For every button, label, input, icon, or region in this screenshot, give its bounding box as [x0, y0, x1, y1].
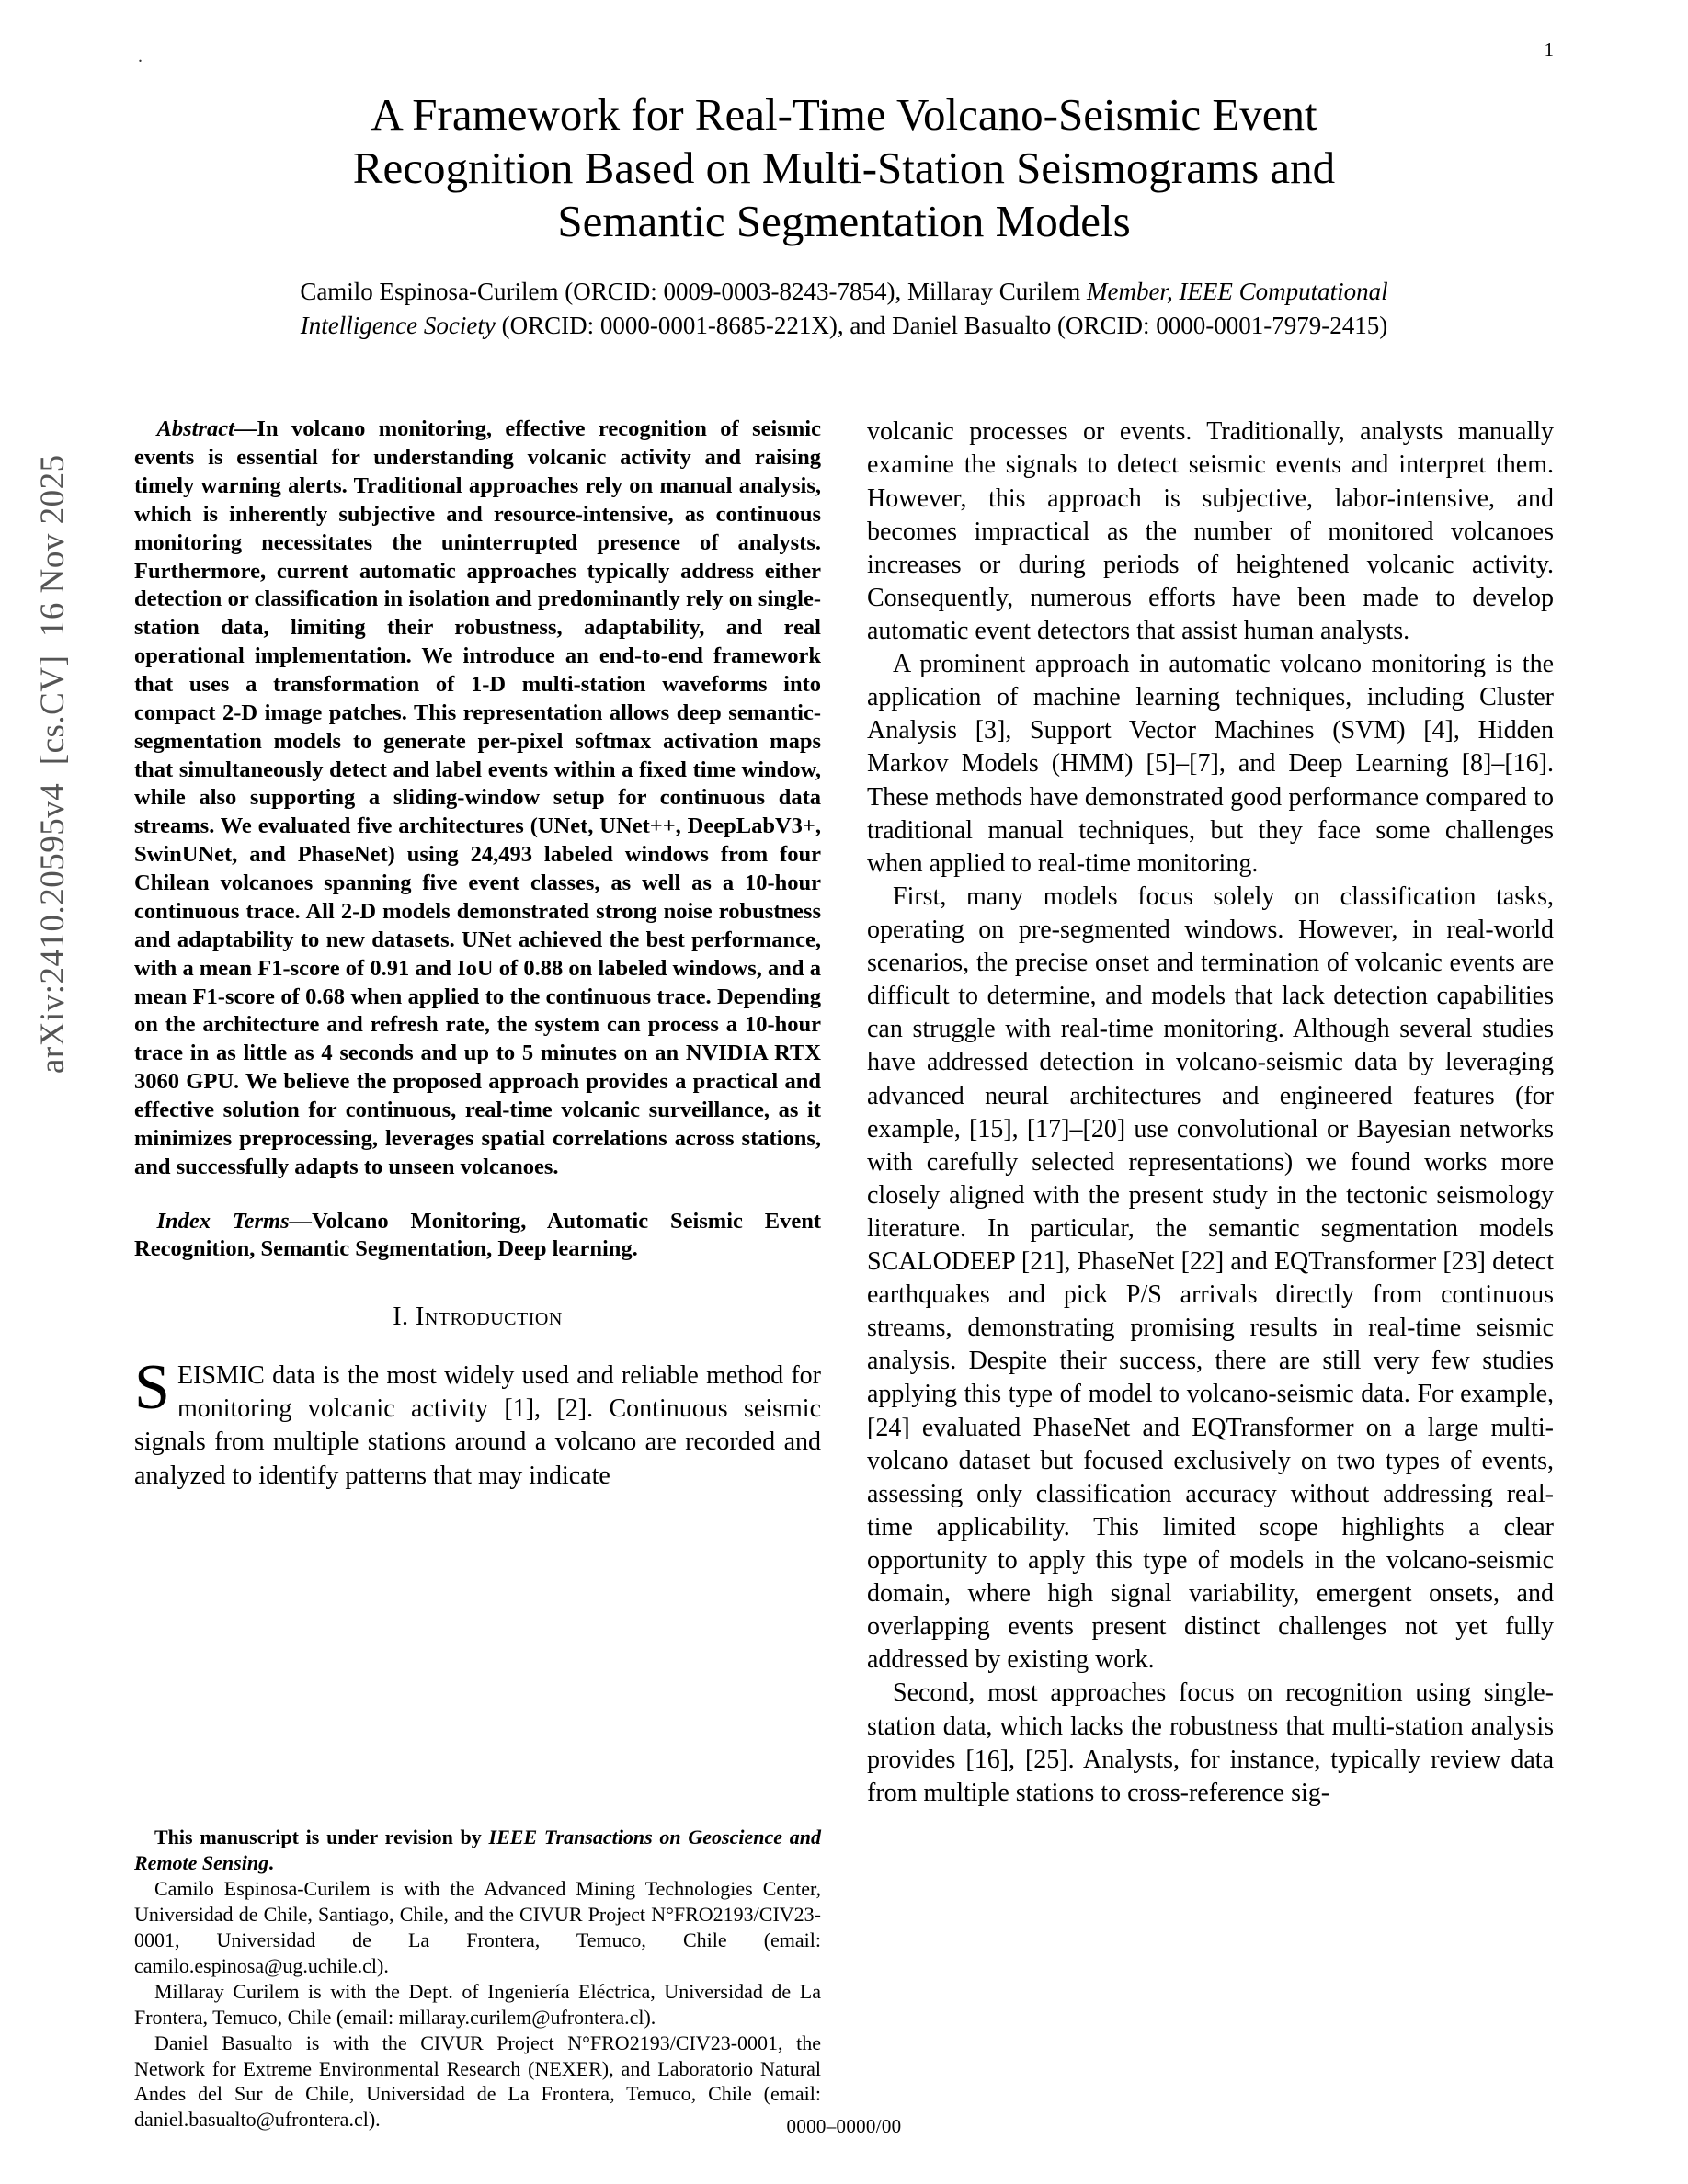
abstract-paragraph — [134, 415, 821, 1181]
footer-publication-id: 0000–0000/00 — [786, 2115, 902, 2137]
paper-header — [0, 0, 1688, 342]
author-names: Camilo Espinosa-Curilem (ORCID: 0009-0003-8243-7854), Millaray Curilem — [300, 278, 1087, 306]
left-column — [134, 415, 821, 2136]
footnote-revision-post: . — [268, 1851, 274, 1874]
author-names-continued: (ORCID: 0000-0001-8685-221X), and Daniel Basualto (ORCID: 0000-0001-7979-2415) — [495, 311, 1388, 339]
page-number: 1 — [1544, 39, 1554, 61]
intro-paragraph-text: data is the most widely used and reliable method for monitoring volcanic activity [1], [2]. Continuous seismic signals from multiple stations around a volcano are recorded and analyzed to identify patterns that may indicate — [134, 1361, 821, 1490]
abstract-label: Abstract— — [156, 416, 257, 442]
column2-paragraph-3: First, many models focus solely on classification tasks, operating on pre-segmented windows. However, in real-world scenarios, the precise onset and termination of volcanic events are difficult to determine, and models that lack detection capabilities can struggle with real-time monitoring. Although several studies have addressed detection in volcano-seismic data by leveraging advanced neural architectures and engineered features (for example, [15], [17]–[20] use convolutional or Bayesian networks with carefully selected representations) we found works more closely aligned with the present study in the tectonic seismology literature. In particular, the semantic segmentation models SCALODEEP [21], PhaseNet [22] and EQTransformer [23] detect earthquakes and pick P/S arrivals directly from continuous streams, demonstrating promising results in real-time seismic analysis. Despite their success, there are still very few studies applying this type of model to volcano-seismic data. For example, [24] evaluated PhaseNet and EQTransformer on a large multi-volcano dataset but focused exclusively on two types of events, assessing only classification accuracy without addressing real-time applicability. This limited scope highlights a clear opportunity to apply this type of models in the volcano-seismic domain, where high signal variability, emergent onsets, and overlapping events present distinct challenges not yet fully addressed by existing work. — [867, 882, 1554, 1675]
intro-first-word: EISMIC — [177, 1361, 265, 1391]
column2-paragraph-1: volcanic processes or events. Traditionally, analysts manually examine the signals to detect seismic events and interpret them. However, this approach is subjective, labor-intensive, and becomes impractical as the number of monitored volcanoes increases or during periods of heightened volcanic activity. Consequently, numerous efforts have been made to develop automatic event detectors that assist human analysts. — [867, 417, 1554, 645]
two-column-body — [0, 415, 1688, 2136]
section-heading-introduction — [134, 1302, 821, 1332]
index-terms-text: Volcano Monitoring, Automatic Seismic Event Recognition, Semantic Segmentation, Deep learning. — [134, 1208, 821, 1262]
column2-paragraph-4: Second, most approaches focus on recognition using single-station data, which lacks the robustness that multi-station analysis provides [16], [25]. Analysts, for instance, typically review data from multiple stations to cross-reference sig- — [867, 1678, 1554, 1807]
footnote-author-2: Millaray Curilem is with the Dept. of Ingeniería Eléctrica, Universidad de La Frontera, Temuco, Chile (email: millaray.curilem@ufrontera.cl). — [134, 1979, 821, 2029]
footnotes-block — [134, 1825, 821, 2136]
stray-mark: . — [138, 46, 143, 66]
footnote-revision-pre: This manuscript is under revision by — [154, 1826, 489, 1849]
author-membership: Member, IEEE Computational Intelligence Society — [300, 278, 1388, 339]
footnote-revision-notice — [134, 1825, 821, 1876]
journal-name: IEEE Transactions on Geoscience and Remote Sensing — [134, 1826, 821, 1874]
right-column — [867, 415, 1554, 2136]
section-number: I. — [393, 1302, 416, 1332]
abstract-text: In volcano monitoring, effective recognition of seismic events is essential for understanding volcanic activity and raising timely warning alerts. Traditional approaches rely on manual analysis, which is inherently subjective and resource-intensive, as continuous monitoring necessitates the uninterrupted presence of analysts. Furthermore, current automatic approaches typically address either detection or classification in isolation and predominantly rely on single-station data, limiting their robustness, adaptability, and real operational implementation. We introduce an end-to-end framework that uses a transformation of 1-D multi-station waveforms into compact 2-D image patches. This representation allows deep semantic-segmentation models to generate per-pixel softmax activation maps that simultaneously detect and label events within a fixed time window, while also supporting a sliding-window setup for continuous data streams. We evaluated five architectures (UNet, UNet++, DeepLabV3+, SwinUNet, and PhaseNet) using 24,493 labeled windows from four Chilean volcanoes spanning five event classes, as well as a 10-hour continuous trace. All 2-D models demonstrated strong noise robustness and adaptability to new datasets. UNet achieved the best performance, with a mean F1-score of 0.91 and IoU of 0.88 on labeled windows, and a mean F1-score of 0.68 when applied to the continuous trace. Depending on the architecture and refresh rate, the system can process a 10-hour trace in as little as 4 seconds and up to 5 minutes on an NVIDIA RTX 3060 GPU. We believe the proposed approach provides a practical and effective solution for continuous, real-time volcanic surveillance, as it minimizes preprocessing, leverages spatial correlations across stations, and successfully adapts to unseen volcanoes. — [134, 416, 821, 1179]
footnote-author-1: Camilo Espinosa-Curilem is with the Advanced Mining Technologies Center, Universidad de Chile, Santiago, Chile, and the CIVUR Project N°FRO2193/CIV23-0001, Universidad de La Frontera, Temuco, Chile (email: camilo.espinosa@ug.uchile.cl). — [134, 1876, 821, 1977]
column2-paragraph-2: A prominent approach in automatic volcano monitoring is the application of machine learning techniques, including Cluster Analysis [3], Support Vector Machines (SVM) [4], Hidden Markov Models (HMM) [5]–[7], and Deep Learning [8]–[16]. These methods have demonstrated good performance compared to traditional manual techniques, but they face some challenges when applied to real-time monitoring. — [867, 650, 1554, 878]
drop-cap: S — [134, 1352, 170, 1424]
footnote-author-3: Daniel Basualto is with the CIVUR Project N°FRO2193/CIV23-0001, the Network for Extreme Environmental Research (NEXER), and Laboratorio Natural Andes del Sur de Chile, Universidad de La Frontera, Temuco, Chile (email: daniel.basualto@ufrontera.cl). — [134, 2030, 821, 2132]
arxiv-watermark: arXiv:2410.20595v4 [cs.CV] 16 Nov 2025 — [34, 454, 72, 1074]
author-line — [260, 275, 1428, 342]
intro-paragraph — [134, 1352, 821, 1492]
section-title: Introduction — [416, 1302, 563, 1332]
paper-title: A Framework for Real-Time Volcano-Seismic Event Recognition Based on Multi-Station Seismograms and Semantic Segmentation Models — [352, 89, 1336, 246]
index-terms-paragraph — [134, 1208, 821, 1265]
index-terms-label: Index Terms— — [156, 1208, 313, 1234]
